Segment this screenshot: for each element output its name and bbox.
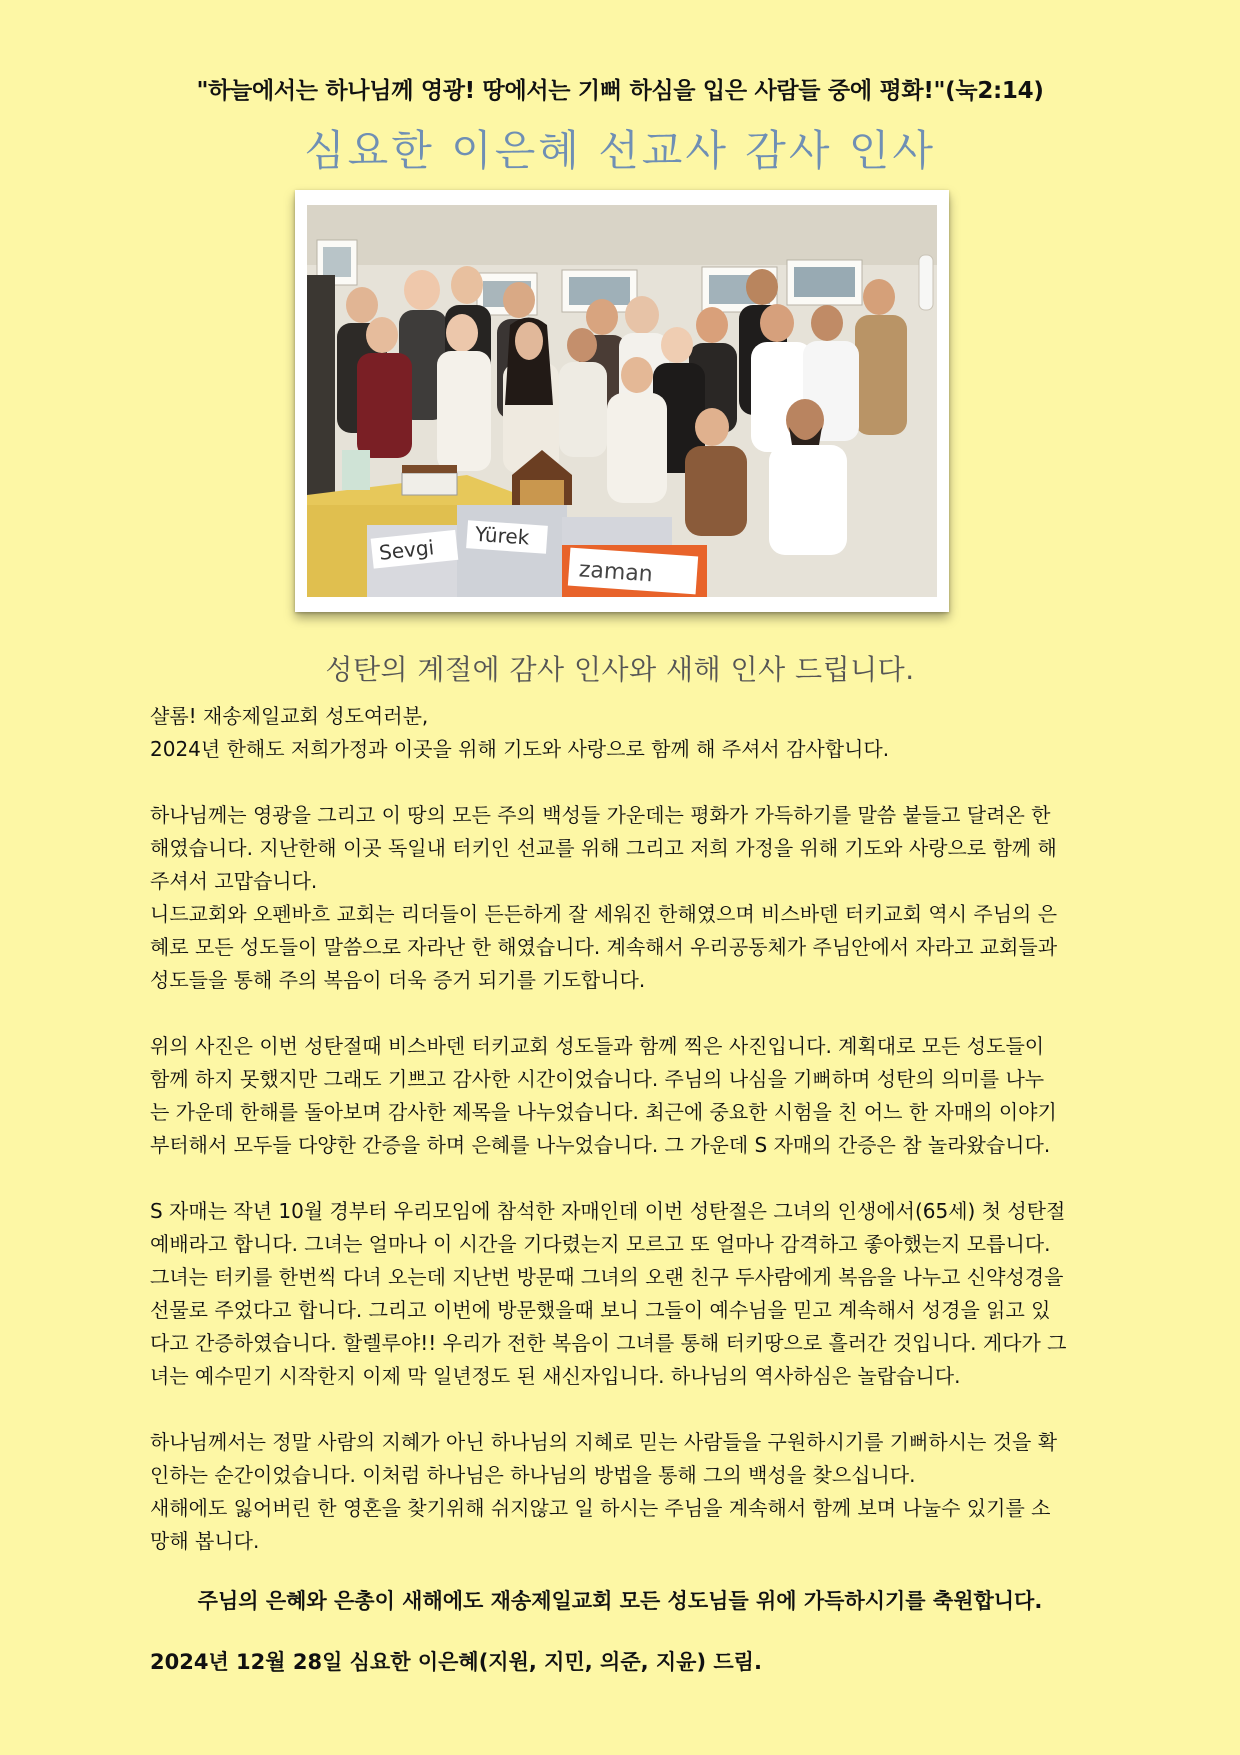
text-line: 그녀는 터키를 한번씩 다녀 오는데 지난번 방문때 그녀의 오랜 친구 두사람에게 복음을 나누고 신약성경을 (150, 1265, 1064, 1289)
text-line: 해였습니다. 지난한해 이곳 독일내 터키인 선교를 위해 그리고 저희 가정을 위해 기도와 사랑으로 함께 해 (150, 836, 1057, 860)
text-line: 새해에도 잃어버린 한 영혼을 찾기위해 쉬지않고 일 하시는 주님을 계속해서 함께 보며 나눌수 있기를 소 (150, 1496, 1051, 1520)
closing-blessing: 주님의 은혜와 은총이 새해에도 재송제일교회 모든 성도님들 위에 가득하시기를 축원합니다. (197, 1589, 1043, 1613)
card-label-yurek: Yürek (474, 521, 531, 550)
signature: 2024년 12월 28일 심요한 이은혜(지원, 지민, 의준, 지윤) 드림. (150, 1650, 762, 1674)
group-photo (307, 205, 937, 597)
text-line: 주셔서 고맙습니다. (150, 869, 318, 893)
greeting-line: 2024년 한해도 저희가정과 이곳을 위해 기도와 사랑으로 함께 해 주셔서 감사합니다. (150, 737, 890, 761)
text-line: 인하는 순간이었습니다. 이처럼 하나님은 하나님의 방법을 통해 그의 백성을 찾으십니다. (150, 1463, 916, 1487)
group-photo-illustration (307, 205, 937, 597)
body-paragraph (150, 1030, 1100, 1162)
text-line: 녀는 예수믿기 시작한지 이제 막 일년정도 된 새신자입니다. 하나님의 역사하심은 놀랍습니다. (150, 1364, 961, 1388)
text-line: 예배라고 합니다. 그녀는 얼마나 이 시간을 기다렸는지 모르고 또 얼마나 감격하고 좋아했는지 모릅니다. (150, 1232, 1051, 1256)
text-line: 성도들을 통해 주의 복음이 더욱 증거 되기를 기도합니다. (150, 968, 646, 992)
card-label-zaman: zaman (578, 557, 654, 588)
text-line: 혜로 모든 성도들이 말씀으로 자라난 한 해였습니다. 계속해서 우리공동체가 주님안에서 자라고 교회들과 (150, 935, 1058, 959)
text-line: 하나님께는 영광을 그리고 이 땅의 모든 주의 백성들 가운데는 평화가 가득하기를 말씀 붙들고 달려온 한 (150, 803, 1051, 827)
letter-body (150, 700, 1100, 1591)
body-paragraph (150, 799, 1100, 997)
text-line: 니드교회와 오펜바흐 교회는 리더들이 든든하게 잘 세워진 한해였으며 비스바덴 터키교회 역시 주님의 은 (150, 902, 1058, 926)
greeting-paragraph (150, 700, 1100, 766)
text-line: 는 가운데 한해를 돌아보며 감사한 제목을 나누었습니다. 최근에 중요한 시험을 친 어느 한 자매의 이야기 (150, 1100, 1057, 1124)
page-title: 심요한 이은혜 선교사 감사 인사 (304, 126, 936, 175)
text-line: 하나님께서는 정말 사람의 지혜가 아닌 하나님의 지혜로 믿는 사람들을 구원하시기를 기뻐하시는 것을 확 (150, 1430, 1058, 1454)
text-line: 망해 봅니다. (150, 1529, 260, 1553)
text-line: 위의 사진은 이번 성탄절때 비스바덴 터키교회 성도들과 함께 찍은 사진입니다. 계획대로 모든 성도들이 (150, 1034, 1045, 1058)
text-line: 선물로 주었다고 합니다. 그리고 이번에 방문했을때 보니 그들이 예수님을 믿고 계속해서 성경을 읽고 있 (150, 1298, 1051, 1322)
greeting-line: 샬롬! 재송제일교회 성도여러분, (150, 704, 429, 728)
body-paragraph (150, 1195, 1100, 1393)
text-line: 다고 간증하였습니다. 할렐루야!! 우리가 전한 복음이 그녀를 통해 터키땅으로 흘러간 것입니다. 게다가 그 (150, 1331, 1067, 1355)
photo-frame (295, 190, 949, 612)
text-line: 함께 하지 못했지만 그래도 기쁘고 감사한 시간이었습니다. 주님의 나심을 기뻐하며 성탄의 의미를 나누 (150, 1067, 1045, 1091)
bible-verse: "하늘에서는 하나님께 영광! 땅에서는 기뻐 하심을 입은 사람들 중에 평화!"(눅2:14) (196, 78, 1044, 104)
text-line: S 자매는 작년 10월 경부터 우리모임에 참석한 자매인데 이번 성탄절은 그녀의 인생에서(65세) 첫 성탄절 (150, 1199, 1066, 1223)
subtitle: 성탄의 계절에 감사 인사와 새해 인사 드립니다. (325, 653, 915, 686)
text-line: 부터해서 모두들 다양한 간증을 하며 은혜를 나누었습니다. 그 가운데 S 자매의 간증은 참 놀라왔습니다. (150, 1133, 1051, 1157)
card-label-sevgi: Sevgi (377, 535, 436, 565)
body-paragraph (150, 1426, 1100, 1558)
